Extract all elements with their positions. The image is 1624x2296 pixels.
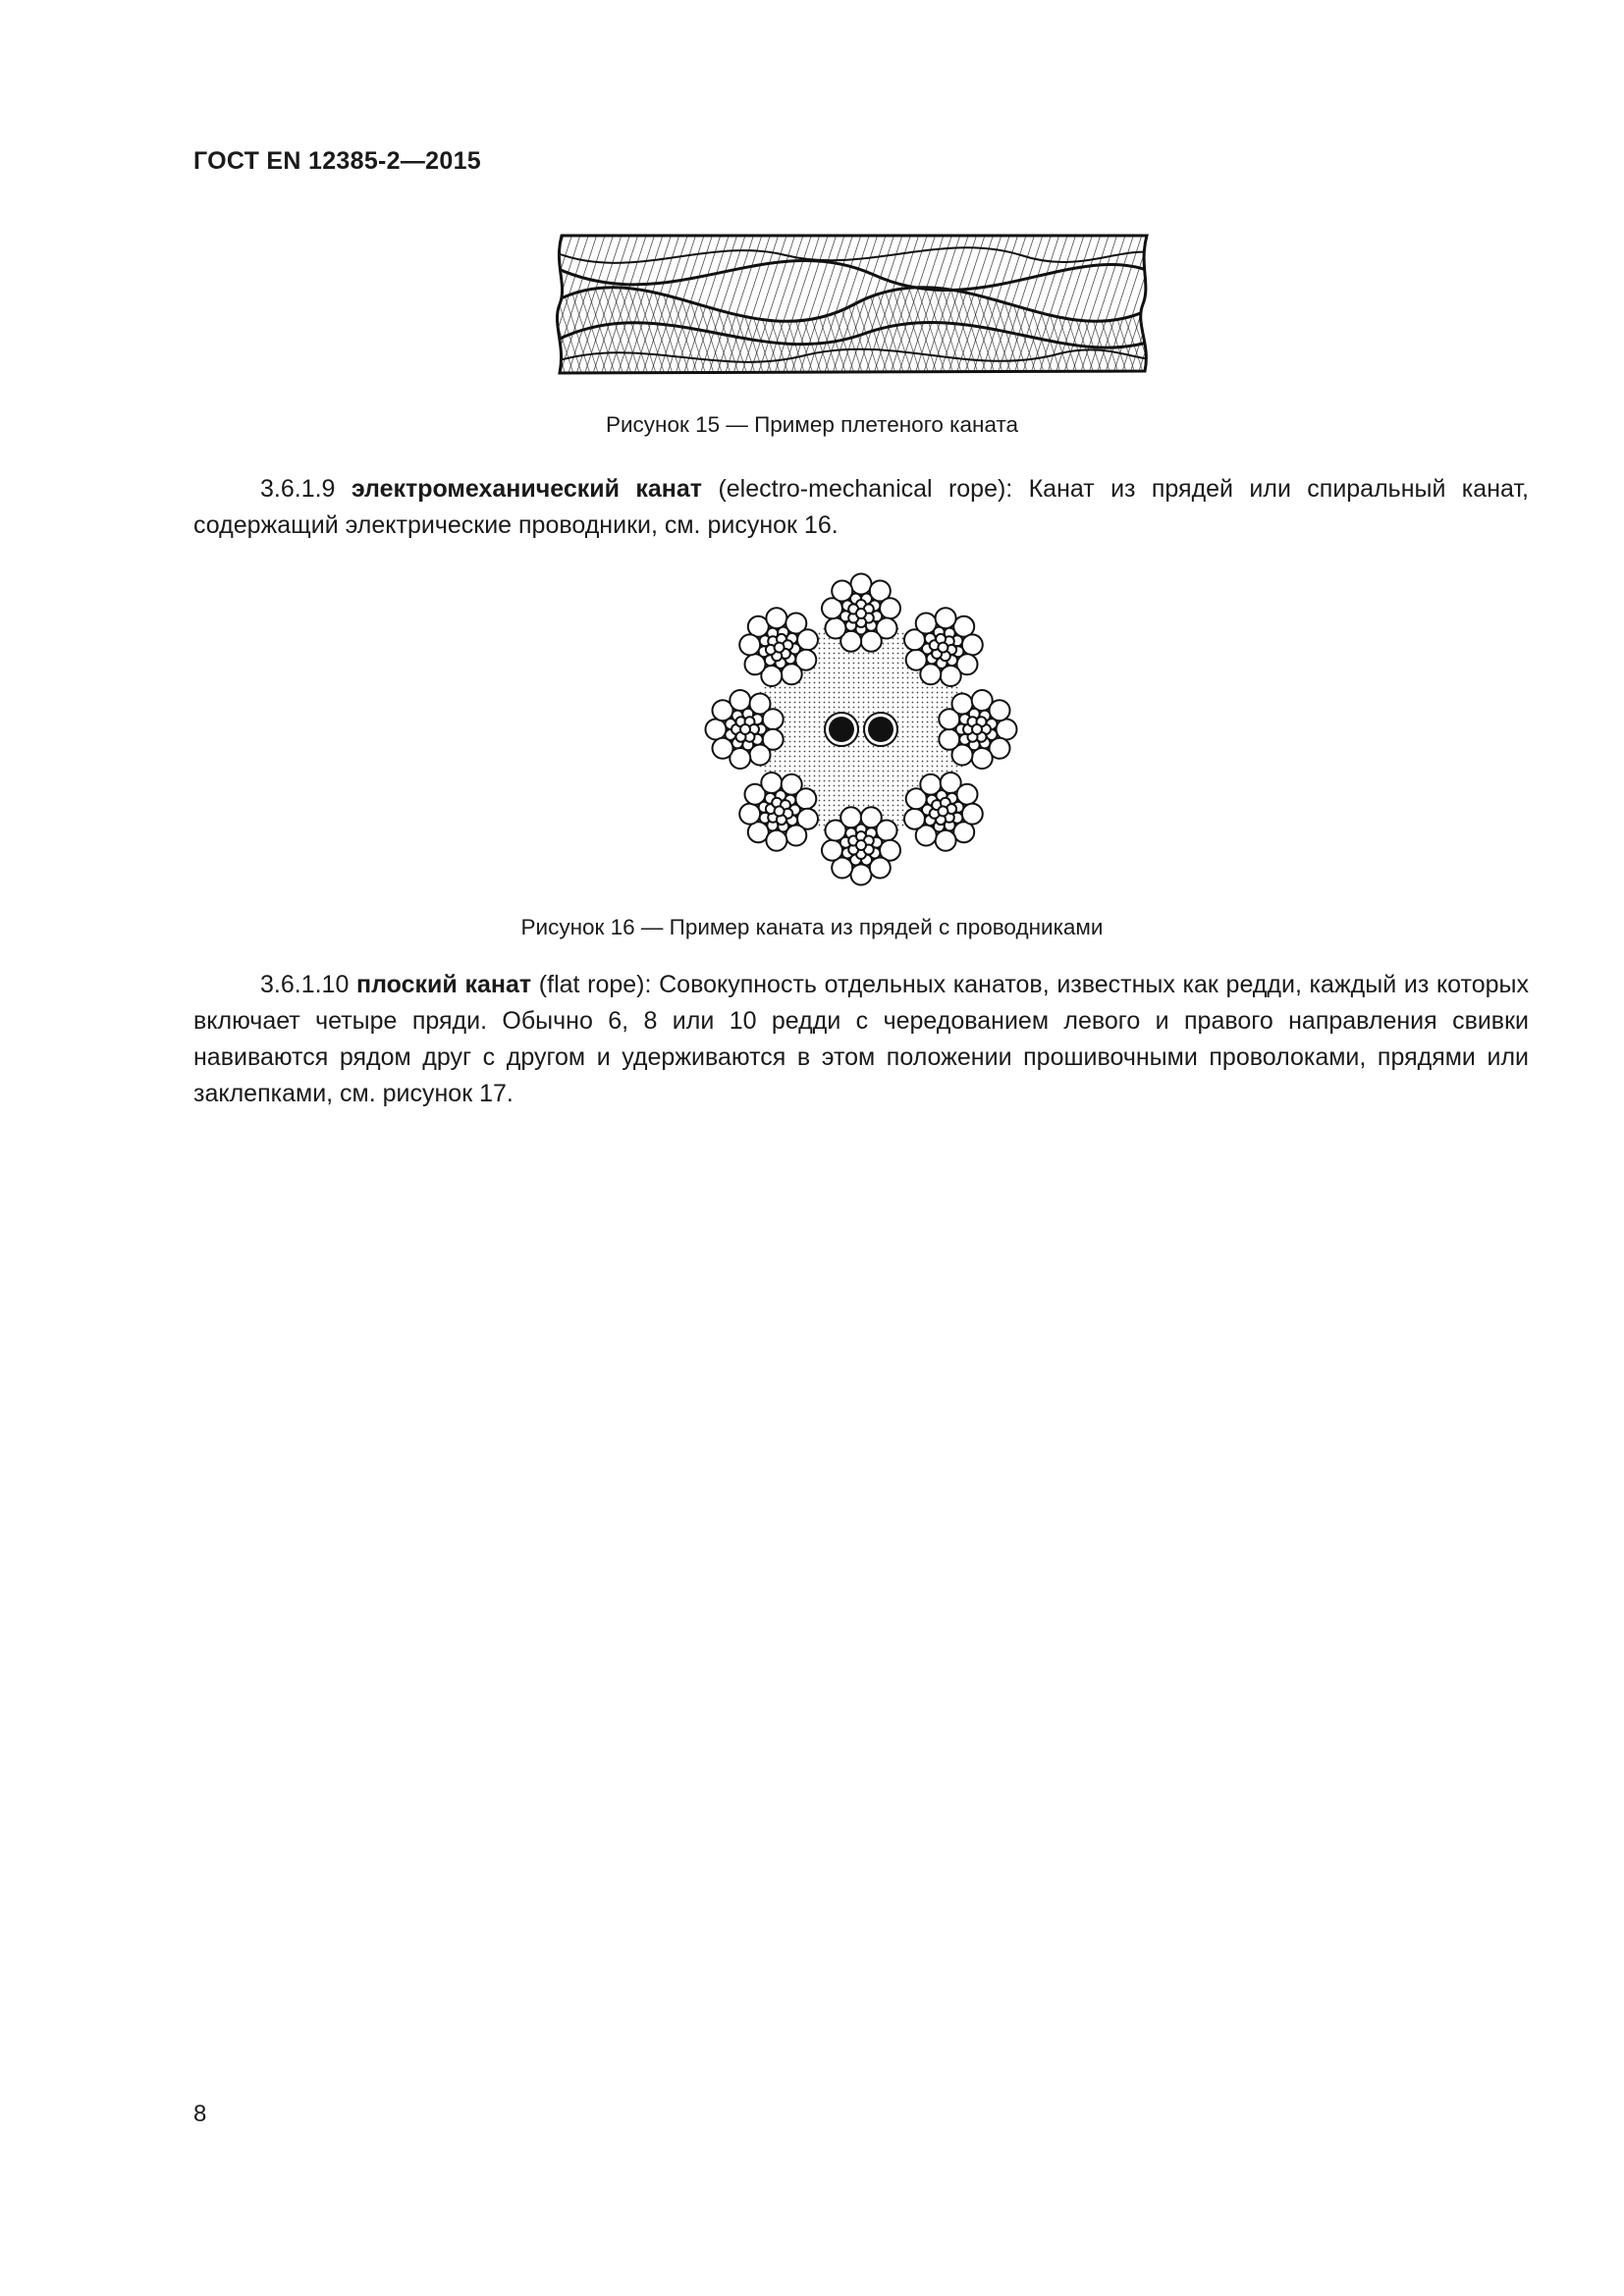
page-number: 8 (193, 2101, 207, 2127)
section-number: 3.6.1.9 (260, 475, 336, 503)
term: электромеханический канат (351, 475, 703, 503)
paragraph-3-6-1-9 (193, 471, 1529, 544)
definition: (electro-mechanical rope): Канат из прядей или спиральный канат, содержащий электрические проводники, см. рисунок 16. (193, 475, 1529, 539)
paragraph-3-6-1-10 (193, 967, 1529, 1112)
figure-15-caption: Рисунок 15 — Пример плетеного каната (605, 412, 1019, 437)
term: плоский канат (356, 971, 532, 998)
braided-rope-figure (550, 226, 1159, 383)
stranded-rope-with-conductors-figure (699, 567, 1023, 891)
section-number: 3.6.1.10 (260, 971, 350, 998)
figure-16-caption: Рисунок 16 — Пример каната из прядей с проводниками (520, 915, 1104, 939)
document-header: ГОСТ EN 12385-2—2015 (193, 147, 481, 175)
definition: (flat rope): Совокупность отдельных канатов, известных как редди, каждый из которых включает четыре пряди. Обычно 6, 8 или 10 редди с чередованием левого и правого направления свивки навиваются рядом друг с другом и удерживаются в этом положении прошивочными проволоками, прядями или заклепками, см. рисунок 17. (193, 971, 1529, 1107)
